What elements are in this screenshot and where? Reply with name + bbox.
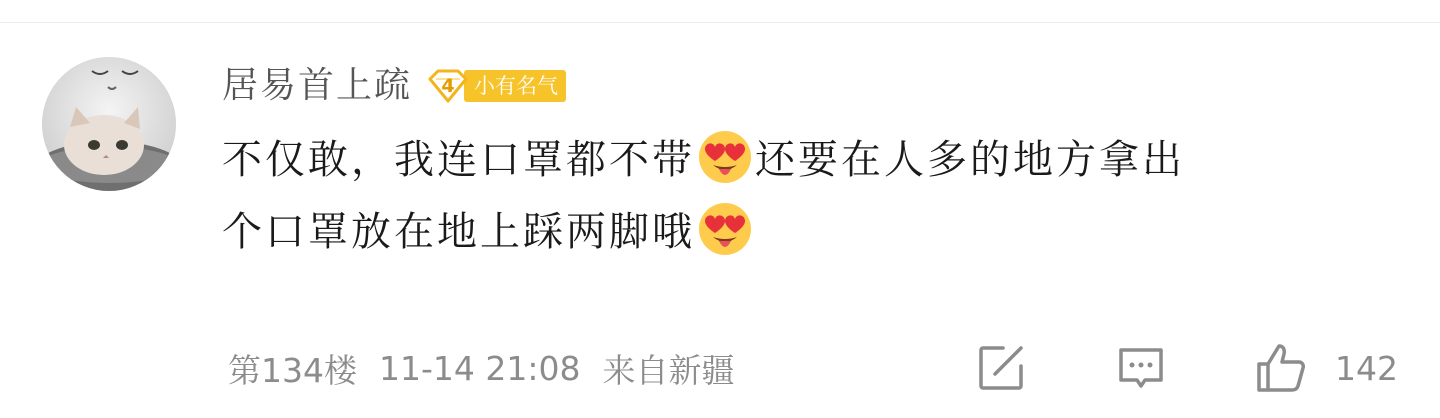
avatar-cat-image (42, 57, 176, 191)
level-diamond-icon (426, 69, 470, 103)
level-number: 4 (441, 75, 455, 97)
like-count: 142 (1335, 348, 1398, 388)
like-thumb-icon[interactable] (1255, 342, 1307, 394)
floor-number: 第134楼 (228, 350, 357, 390)
heart-eyes-tongue-icon (697, 129, 753, 185)
comment-actions (975, 340, 1398, 396)
comment-icon[interactable] (1115, 342, 1167, 394)
avatar[interactable] (42, 57, 176, 191)
comment-time: 11-14 21:08 (379, 348, 581, 388)
divider (0, 22, 1440, 23)
repost-icon[interactable] (975, 342, 1027, 394)
comment-text-part2: 还要在人多的地方拿出 (755, 137, 1185, 183)
username[interactable]: 居易首上疏 (222, 65, 413, 106)
level-badge[interactable] (426, 69, 566, 103)
heart-eyes-tongue-icon (697, 201, 753, 257)
comment-text-part1: 不仅敢，我连口罩都不带 (222, 137, 695, 183)
comment-source: 来自新疆 (602, 350, 735, 390)
comment-text (222, 124, 1402, 268)
comment-text-part3: 个口罩放在地上踩两脚哦 (222, 209, 695, 255)
level-title: 小有名气 (464, 70, 566, 102)
user-row (222, 62, 566, 110)
comment-meta (228, 344, 756, 392)
